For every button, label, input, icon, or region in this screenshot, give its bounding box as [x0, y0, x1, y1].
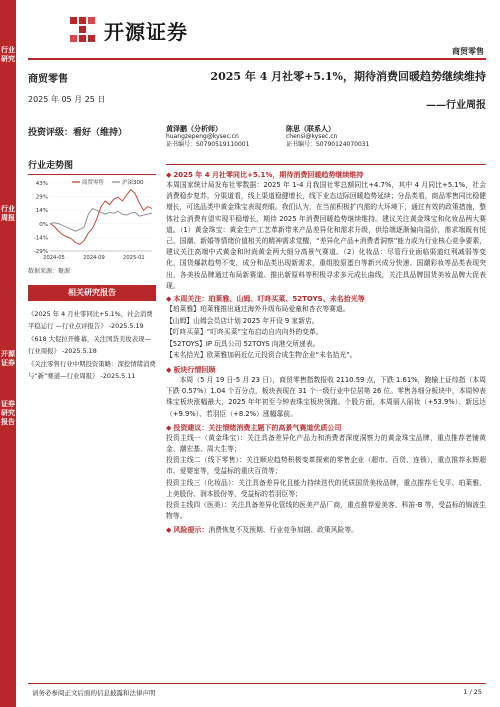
analyst-email[interactable]: huangzepeng@kysec.cn [166, 133, 239, 140]
related-report-item[interactable]: 《关注零售行业中期投资策略：深挖情绪消费与“新”赛道—行业周报》 -2025.5.11 [28, 360, 156, 380]
header-divider [28, 58, 486, 60]
footer-disclaimer: 请务必参阅正文后面的信息披露和法律声明 [32, 689, 156, 697]
chart-y-tick: 0% [39, 221, 48, 228]
focus-item: 【52TOYS】IP 玩具公司 52TOYS 向港交所递表。 [166, 339, 320, 348]
analyst-name: 陈思（联系人） [286, 125, 335, 133]
analyst-1 [166, 125, 249, 149]
related-report-item[interactable]: 《618 大促拉开帷幕，关注国货美妆表现—行业周报》 -2025.5.18 [28, 335, 151, 355]
footer-divider [28, 683, 486, 684]
chart-y-tick: 43% [35, 181, 48, 187]
section-heading-market: ◆ 板块行情回顾 [166, 365, 486, 375]
analyst-2 [286, 125, 369, 149]
chart-legend-label: 沪深300 [122, 180, 144, 186]
section-heading-advice: ◆ 投资建议：关注情绪消费主题下的高景气赛道优质公司 [166, 423, 486, 433]
focus-item: 【珀莱雅】珀莱雅推出通过海外升级布局爱童和杏衣等赛道。 [166, 305, 350, 314]
advice-item: 投资主线二（线下零售）：关注顺应趋势积极变革探索的零售企业（超市、百货、连锁），重点推荐永辉超市、爱婴室等，受益标的重庆百货等； [166, 456, 486, 476]
risk-text: 消费恢复不及预期、行业竞争加剧、政策风险等。 [208, 526, 358, 535]
report-subtitle: ——行业周报 [426, 100, 486, 111]
left-column [28, 64, 156, 384]
trend-chart-title: 行业走势图 [28, 161, 74, 171]
analyst-email[interactable]: chensi@kysec.cn [286, 133, 338, 140]
main-column [166, 64, 486, 537]
section-heading-summary: ◆ 2025 年 4 月社零同比+5.1%，期待消费回暖趋势继续维持 [166, 170, 486, 180]
related-reports-title: 相关研究报告 [28, 285, 156, 301]
related-reports-list [28, 309, 156, 382]
brand-logo [68, 15, 188, 45]
sidebar [0, 0, 16, 707]
chart-x-tick: 2024-05 [43, 255, 65, 261]
chart-y-tick: 14% [35, 208, 48, 215]
section-heading-focus: ◆ 本周关注：珀莱雅、山姆、叮咚买菜、52TOYS、未名拾光等 [166, 294, 486, 304]
report-body [166, 170, 486, 537]
chart-source: 数据来源：聚源 [28, 268, 71, 275]
analyst-cert: 证书编号：S0790519110001 [166, 141, 250, 148]
report-date: 2025 年 05 月 25 日 [28, 95, 106, 104]
trend-chart-svg [28, 177, 156, 265]
analyst-block [166, 125, 486, 161]
brand-name: 开源证券 [104, 19, 188, 44]
focus-item: 【山姆】山姆会员店计划 2025 年开设 9 家新店。 [166, 316, 319, 325]
chart-series-line [50, 190, 152, 245]
advice-item: 投资主线四（医美）：关注具备差异化管线的医美产品厂商，重点推荐爱美客、科笛-B 等，受益标的锦波生物等。 [166, 501, 486, 521]
sidebar-label-industry-research: 行业研究 [1, 46, 15, 63]
advice-item: 投资主线一（黄金珠宝）：关注具备差异化产品力和消费者深度洞察力的黄金珠宝品牌，重点推荐老铺黄金、潮宏基、周大生等； [166, 433, 486, 454]
sidebar-label-brand: 开源证券 [1, 350, 15, 367]
chart-series-line [50, 209, 152, 232]
logo-icon [68, 15, 98, 45]
market-paragraph: 本周（5 月 19 日-5 月 23 日），商贸零售指数报收 2110.59 点，下跌 1.61%，跑输上证综指（本周下跌 0.57%）1.04 个百分点，板块表现在 31 个一级行业中位居第 26 位。零售各细分板块中，本周钟表珠宝板块涨幅最大，2025 年年初至今钟表珠宝板块领跑。个股方面，本周丽人丽妆（+53.9%）、新远达（+9.9%）、若羽臣（+8.2%）涨幅靠前。 [166, 376, 486, 418]
summary-paragraph: 本周国家统计局发布社零数据：2025 年 1-4 月我国社零总额同比+4.7%，其中 4 月同比+5.1%，社会消费稳步复苏，分渠道看，线上渠道稳健增长，线下业态边际回暖趋势延续；分品类看，商品零售同比稳健增长，可选品类中黄金珠宝表现亮眼。我们认为，在当前积极扩内需的大环境下，通过有效的政策措施，整体社会消费有望实现平稳增长，期待 2025 年消费回暖趋势继续维持。建议关注黄金珠宝和化妆品两大赛道。（1）黄金珠宝：黄金生产工艺革新带来产品差异化和需求升级，供给端逐渐偏向溢价，需求端既有悦己、国潮、新婚等情绪价值相关的精神需求觉醒，“差异化产品+消费者洞察”能力或为行业核心竞争要素，建议关注高端中式黄金和时尚黄金两大细分高景气赛道。（2）化妆品：尽管行业面临渠道红利减弱等变化，国货爆款趋势不变，成分和品类出现新需求，重组胶原蛋白等新兴成分快速、国潮彩妆等品类表现突出，各美妆品牌通过布局新赛道、推出新原料等积极寻求多元成长曲线，关注具品牌国货美妆品牌大促表现。 [166, 181, 486, 290]
chart-y-tick: -14% [33, 235, 48, 242]
section-heading-risk: ◆ 风险提示： [166, 526, 208, 534]
header-sector-tag: 商贸零售 [452, 47, 484, 56]
trend-chart [28, 177, 156, 265]
related-report-item[interactable]: 《2025 年 4 月社零同比+5.1%，社会消费平稳运行 —行业点评报告》 -2025.5.19 [28, 310, 153, 330]
chart-x-tick: 2025-01 [123, 255, 145, 261]
advice-item: 投资主线三（化妆品）：关注具备差异化且能力持续迭代的优质国货美妆品牌，重点推荐毛戈平、珀莱雅、上美股份、润本股份等，受益标的若羽臣等； [166, 478, 486, 498]
risk-line [166, 525, 486, 536]
report-title: 2025 年 4 月社零+5.1%，期待消费回暖趋势继续维持 [210, 70, 486, 83]
analyst-divider [166, 164, 486, 165]
chart-y-tick: 29% [35, 194, 48, 201]
page-number: 1 / 25 [463, 688, 482, 696]
chart-legend-label: 商贸零售 [82, 180, 105, 186]
investment-rating: 投资评级：看好（维持） [28, 128, 128, 138]
chart-y-tick: -29% [33, 249, 48, 255]
focus-item: 【未名拾光】欧莱雅加码近亿元投资合成生物企业“未名拾光”。 [166, 351, 357, 360]
sector-name: 商贸零售 [28, 74, 68, 85]
analyst-name: 黄泽鹏（分析师） [166, 125, 222, 133]
chart-x-tick: 2024-09 [83, 255, 105, 261]
sidebar-label-weekly: 行业周报 [1, 205, 15, 222]
trend-divider [28, 174, 156, 175]
focus-item: 【叮咚买菜】“叮咚买菜”宝布启动自内向外的变革。 [166, 328, 323, 337]
sidebar-label-report: 证券研究报告 [1, 400, 15, 426]
analyst-cert: 证书编号：S0790124070031 [286, 141, 370, 148]
